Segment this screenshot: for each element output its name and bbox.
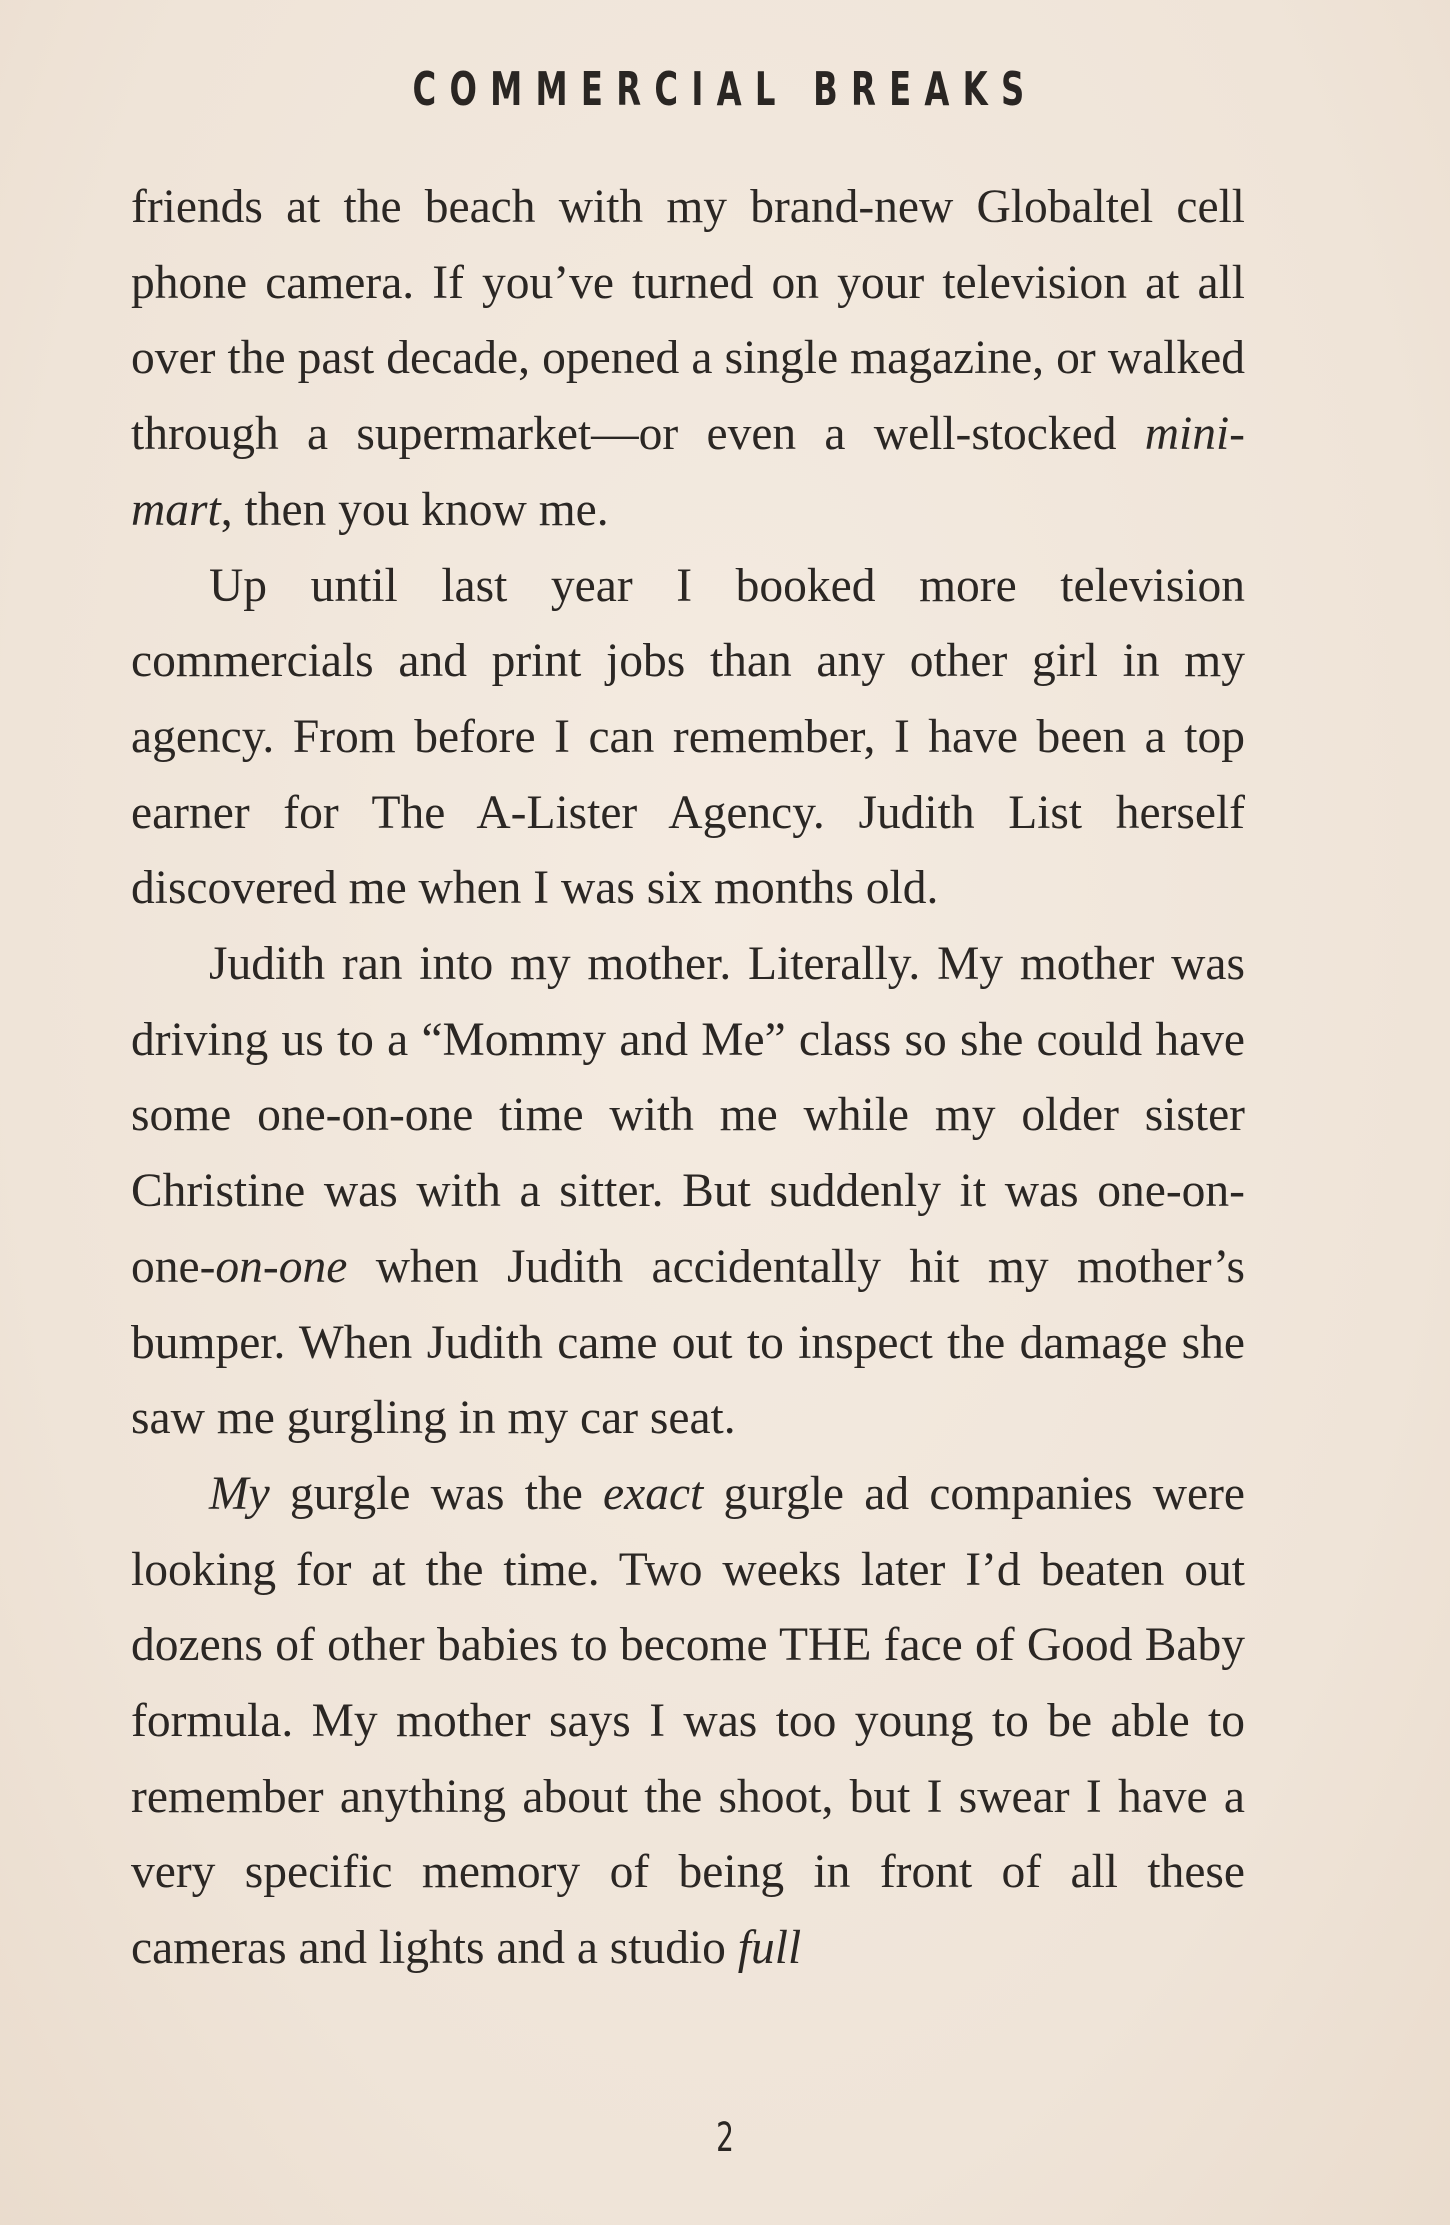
- paragraph-4: My gurgle was the exact gurgle ad companies were looking for at the time. Two weeks later I’d beaten out dozens of other babies to become THE face of Good Baby formula. My mother says I was too young to be able to remember anything about the shoot, but I swear I have a very specific memory of being in front of all these cameras and lights and a studio full: [131, 1467, 1245, 1975]
- page-number: 2: [716, 2115, 734, 2161]
- paragraph-2: Up until last year I booked more television commercials and print jobs than any other girl in my agency. From before I can remember, I have been a top earner for The A-Lister Agency. Judith List herself discovered me when I was six months old.: [131, 559, 1245, 915]
- paragraph-1: friends at the beach with my brand-new Globaltel cell phone camera. If you’ve turned on your television at all over the past decade, opened a single magazine, or walked through a supermarket—or even a well-stocked mini-mart, then you know me.: [131, 181, 1245, 536]
- body-text: [131, 170, 1245, 1987]
- running-head: COMMERCIAL BREAKS: [412, 62, 1038, 116]
- paragraph-3: Judith ran into my mother. Literally. My mother was driving us to a “Mommy and Me” class so she could have some one-on-one time with me while my older sister Christine was with a sitter. But suddenly it was one-on-one-on-one when Judith accidentally hit my mother’s bumper. When Judith came out to inspect the damage she saw me gurgling in my car seat.: [131, 938, 1245, 1445]
